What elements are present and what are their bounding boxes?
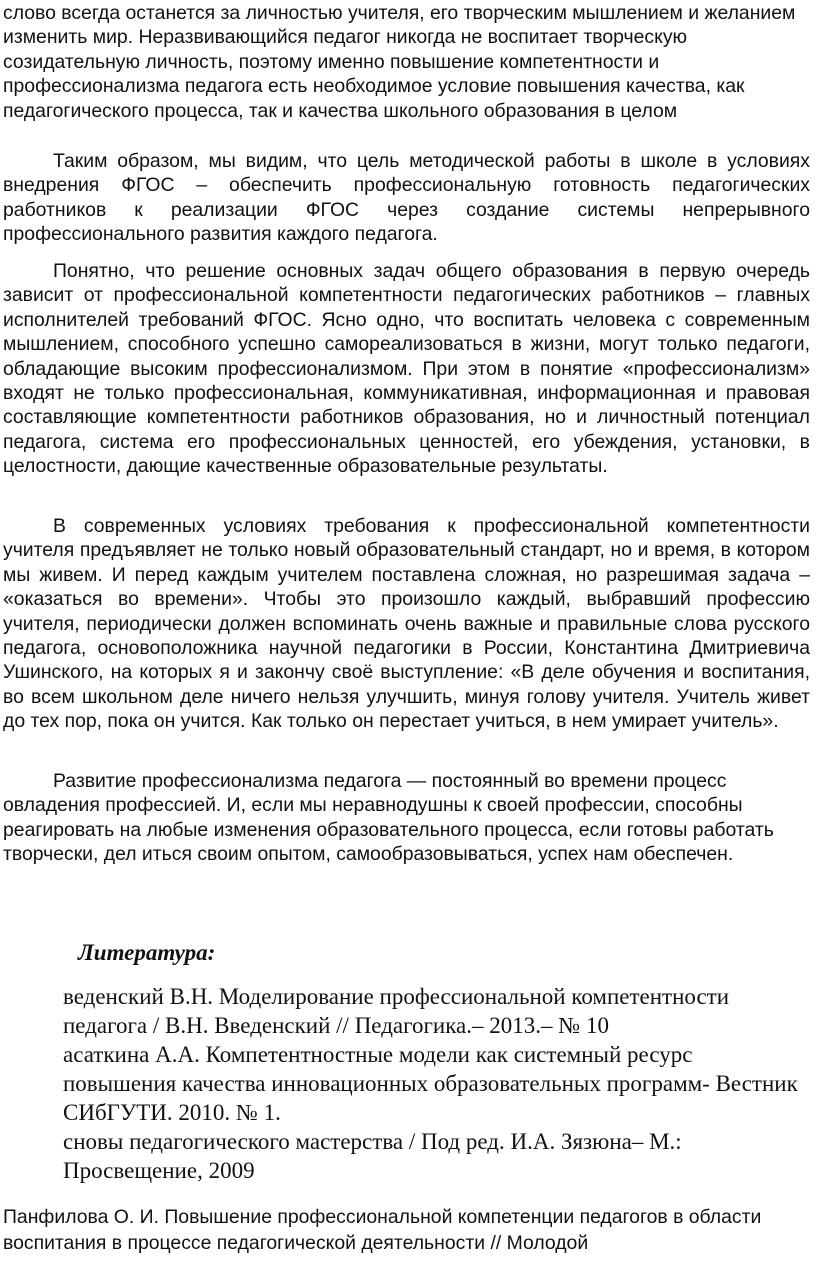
paragraph-reference-footer: Панфилова О. И. Повышение профессиональной компетенции педагогов в области воспитания в процессе педагогической деятельности // Молодой [3,1206,762,1254]
paragraph-conclusion: Развитие профессионализма педагога — постоянный во времени процесс овладения профессией. И, если мы неравнодушны к своей профессии, способны реагировать на любые изменения образовательного процесса, если готовы работать творчески, дел иться своим опытом, самообразовываться, успех нам обеспечен. [3,770,774,866]
literature-item: веденский В.Н. Моделирование профессиональной компетентности педагога / В.Н. Введенский // Педагогика.– 2013.– № 10 [63,984,730,1038]
paragraph-methodical-goal: Таким образом, мы видим, что цель методической работы в школе в условиях внедрения ФГОС – обеспечить профессиональную готовность педагогических работников к реализации ФГОС через создание системы непрерывного профессионального развития каждого педагога. [3,150,810,246]
paragraph-intro-continuation: слово всегда останется за личностью учителя, его творческим мышлением и желанием изменить мир. Неразвивающийся педагог никогда не воспитает творческую созидательную личность, поэтому именно повышение компетентности и профессионализма педагога есть необходимое условие повышения качества, как педагогического процесса, так и качества школьного образования в целом [3,2,796,122]
literature-heading: Литература: [78,940,216,965]
paragraph-ushinsky-quote: В современных условиях требования к профессиональной компетентности учителя предъявляет не только новый образовательный стандарт, но и время, в котором мы живем. И перед каждым учителем поставлена сложная, но разрешимая задача – «оказаться во времени». Чтобы это произошло каждый, выбравший профессию учителя, периодически должен вспоминать очень важные и правильные слова русского педагога, основоположника научной педагогики в России, Константина Дмитриевича Ушинского, на которых я и закончу своё выступление: «В деле обучения и воспитания, во всем школьном деле ничего нельзя улучшить, минуя голову учителя. Учитель живет до тех пор, пока он учится. Как только он перестает учиться, в нем умирает учитель». [3,515,810,733]
paragraph-professionalism: Понятно, что решение основных задач общего образования в первую очередь зависит от профессиональной компетентности педагогических работников – главных исполнителей требований ФГОС. Ясно одно, что воспитать человека с современным мышлением, способного успешно самореализоваться в жизни, могут только педагоги, обладающие высоким профессионализмом. При этом в понятие «профессионализм» входят не только профессиональная, коммуникативная, информационная и правовая составляющие компетентности работников образования, но и личностный потенциал педагога, система его профессиональных ценностей, его убеждения, установки, в целостности, дающие качественные образовательные результаты. [3,260,810,478]
literature-item: сновы педагогического мастерства / Под ред. И.А. Зязюна– М.: Просвещение, 2009 [63,1129,682,1183]
literature-list [63,982,808,1185]
literature-item: асаткина А.А. Компетентностные модели как системный ресурс повышения качества инновационных образовательных программ- Вестник СИбГУТИ. 2010. № 1. [63,1042,798,1125]
